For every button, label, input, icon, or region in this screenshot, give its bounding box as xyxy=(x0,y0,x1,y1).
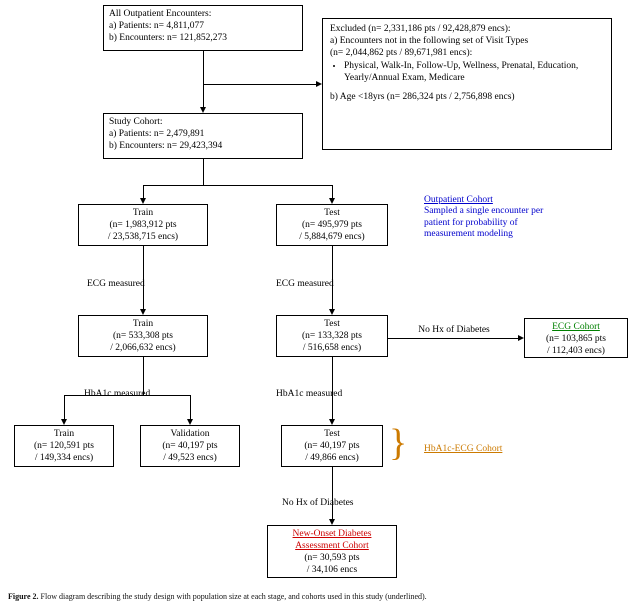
box-line: Test xyxy=(324,429,340,439)
caption-prefix: Figure 2. xyxy=(8,592,39,601)
box-train-hba1c xyxy=(14,425,114,467)
caption-text: Flow diagram describing the study design with population size at each stage, and cohorts used in this study (underlined). xyxy=(38,592,427,601)
connector xyxy=(143,185,144,198)
outpatient-cohort-text: Sampled a single encounter per patient for probability of measurement modeling xyxy=(424,206,544,240)
box-line: (n= 495,979 pts xyxy=(302,219,362,230)
box-train-outpatient xyxy=(78,204,208,246)
box-line: b) Age <18yrs (n= 286,324 pts / 2,756,898 encs) xyxy=(330,92,515,103)
box-line: b) Encounters: n= 29,423,394 xyxy=(109,140,223,151)
box-line: Train xyxy=(132,319,154,329)
box-line: All Outpatient Encounters: xyxy=(109,9,212,19)
box-test-hba1c xyxy=(281,425,383,467)
arrow-down-icon xyxy=(61,419,67,425)
label-no-hx-diabetes-bottom: No Hx of Diabetes xyxy=(282,498,354,508)
arrow-down-icon xyxy=(140,198,146,204)
new-onset-title-line1: New-Onset Diabetes xyxy=(292,529,372,539)
arrow-down-icon xyxy=(329,419,335,425)
figure-caption xyxy=(8,592,634,602)
connector xyxy=(203,159,204,185)
annotation-outpatient-cohort xyxy=(424,195,554,241)
box-line: (n= 40,197 pts xyxy=(304,440,360,451)
box-line: (n= 30,593 pts xyxy=(304,552,360,563)
box-test-outpatient xyxy=(276,204,388,246)
connector xyxy=(143,185,332,186)
box-line: (n= 120,591 pts xyxy=(34,440,94,451)
label-ecg-measured-left: ECG measured xyxy=(87,279,145,289)
arrow-down-icon xyxy=(329,519,335,525)
box-line: Train xyxy=(53,429,75,439)
outpatient-cohort-title: Outpatient Cohort xyxy=(424,195,493,205)
box-line: (n= 103,865 pts xyxy=(546,333,606,344)
box-line: Test xyxy=(324,208,340,218)
box-line: Excluded (n= 2,331,186 pts / 92,428,879 encs): xyxy=(330,24,511,34)
box-train-ecg xyxy=(78,315,208,357)
connector xyxy=(190,395,191,419)
box-line: / 112,403 encs) xyxy=(547,345,605,356)
connector xyxy=(203,84,316,85)
box-all-outpatient-encounters xyxy=(103,5,303,51)
arrow-right-icon xyxy=(316,81,322,87)
box-line: / 49,523 encs) xyxy=(163,452,217,463)
box-line: Test xyxy=(324,319,340,329)
arrow-down-icon xyxy=(187,419,193,425)
excluded-visit-types-list xyxy=(330,61,604,85)
box-test-ecg xyxy=(276,315,388,357)
arrow-right-icon xyxy=(518,335,524,341)
label-no-hx-diabetes-mid: No Hx of Diabetes xyxy=(418,325,490,335)
box-line: a) Patients: n= 4,811,077 xyxy=(109,20,204,31)
arrow-down-icon xyxy=(329,198,335,204)
box-study-cohort xyxy=(103,113,303,159)
box-line: (n= 133,328 pts xyxy=(302,330,362,341)
box-line: b) Encounters: n= 121,852,273 xyxy=(109,32,228,43)
new-onset-title-line2: Assessment Cohort xyxy=(295,540,369,551)
connector xyxy=(143,246,144,309)
label-hba1c-measured-right: HbA1c measured xyxy=(276,389,343,399)
connector xyxy=(64,395,65,419)
box-line: / 5,884,679 encs) xyxy=(299,231,365,242)
box-line: (n= 2,044,862 pts / 89,671,981 encs): xyxy=(330,47,473,58)
arrow-down-icon xyxy=(140,309,146,315)
box-line: (n= 40,197 pts xyxy=(162,440,218,451)
box-line: a) Encounters not in the following set of Visit Types xyxy=(330,35,529,46)
box-excluded xyxy=(322,18,612,150)
list-item: • Physical, Walk-In, Follow-Up, Wellness, Prenatal, Education, Yearly/Annual Exam, Medicare xyxy=(344,61,604,85)
arrow-down-icon xyxy=(200,107,206,113)
box-line: / 149,334 encs) xyxy=(34,452,94,463)
box-validation-hba1c xyxy=(140,425,240,467)
box-line: (n= 533,308 pts xyxy=(113,330,173,341)
label-ecg-measured-right: ECG measured xyxy=(276,279,334,289)
box-line: Study Cohort: xyxy=(109,117,163,127)
arrow-down-icon xyxy=(329,309,335,315)
connector xyxy=(388,338,518,339)
box-line: Train xyxy=(132,208,154,218)
ecg-cohort-title: ECG Cohort xyxy=(552,322,600,332)
connector xyxy=(332,185,333,198)
box-line: / 2,066,632 encs) xyxy=(110,342,176,353)
label-hba1c-measured-left: HbA1c measured xyxy=(84,389,151,399)
box-line: a) Patients: n= 2,479,891 xyxy=(109,128,205,139)
connector xyxy=(203,51,204,107)
box-line: / 49,866 encs) xyxy=(305,452,359,463)
box-ecg-cohort xyxy=(524,318,628,358)
annotation-hba1c-ecg-cohort: HbA1c-ECG Cohort xyxy=(424,444,503,454)
connector xyxy=(332,357,333,419)
connector xyxy=(332,467,333,519)
brace-hba1c-ecg: } xyxy=(389,422,408,464)
connector xyxy=(332,246,333,309)
box-line: (n= 1,983,912 pts xyxy=(109,219,177,230)
box-line: / 34,106 encs xyxy=(306,564,358,575)
box-new-onset-diabetes-cohort xyxy=(267,525,397,578)
box-line: / 516,658 encs) xyxy=(302,342,362,353)
box-line: Validation xyxy=(170,429,210,439)
box-line: / 23,538,715 encs) xyxy=(107,231,179,242)
